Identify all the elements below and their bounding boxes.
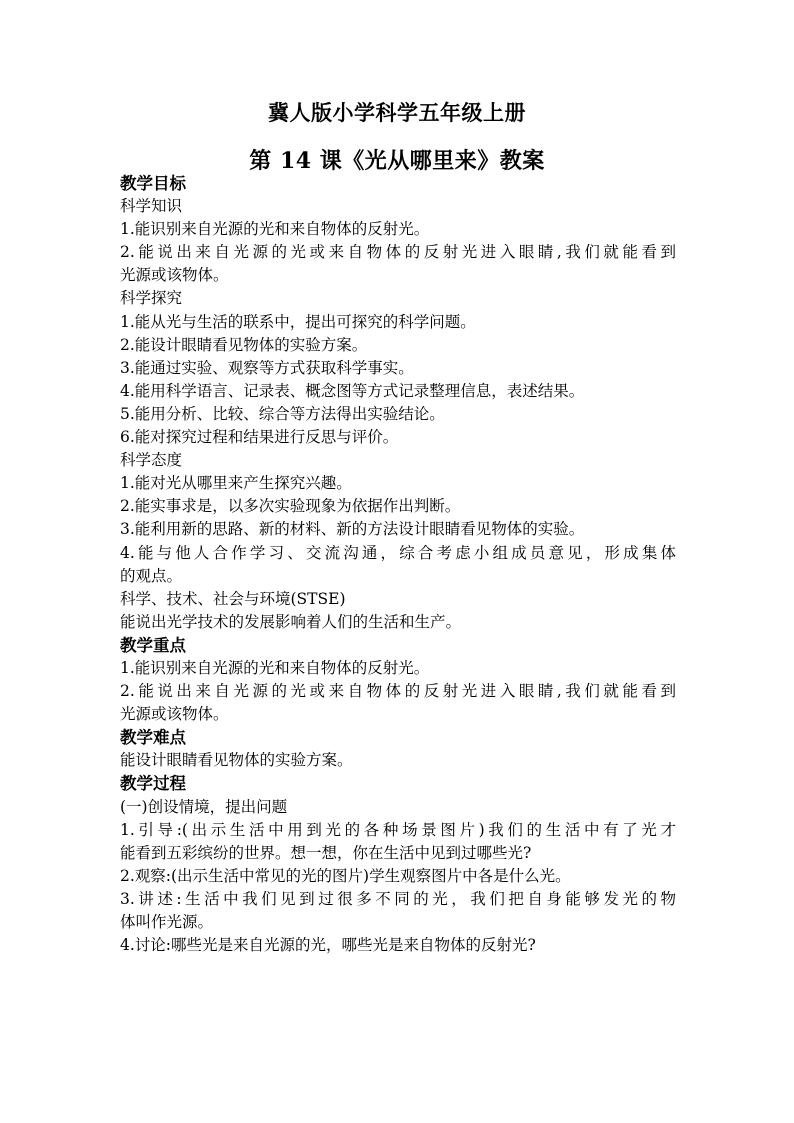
body-line: 2.能实事求是，以多次实验现象为依据作出判断。 (120, 497, 461, 516)
body-line: 光源或该物体。 (120, 705, 229, 724)
body-line (120, 241, 680, 264)
body-line-text: 2.能说出来自光源的光或来自物体的反射光进入眼睛,我们就能看到 (120, 243, 676, 262)
section-heading: 教学目标 (120, 174, 186, 193)
body-line: 科学探究 (120, 289, 183, 308)
body-line: 1.能识别来自光源的光和来自物体的反射光。 (120, 658, 430, 677)
body-line (120, 680, 680, 703)
body-line: 科学、技术、社会与环境(STSE) (120, 589, 346, 608)
body-line-text: 1.引导:(出示生活中用到光的各种场景图片)我们的生活中有了光才 (120, 820, 676, 839)
body-line-text: 3.讲述:生活中我们见到过很多不同的光，我们把自身能够发光的物 (120, 889, 676, 908)
body-line: 科学知识 (120, 197, 183, 216)
body-line: 5.能用分析、比较、综合等方法得出实验结论。 (120, 404, 445, 423)
body-line (120, 819, 680, 842)
body-line: 4.讨论:哪些光是来自光源的光，哪些光是来自物体的反射光? (120, 936, 536, 955)
body-line: (一)创设情境，提出问题 (120, 797, 288, 816)
document-title-series: 冀人版小学科学五年级上册 (268, 100, 526, 125)
body-line: 2.观察:(出示生活中常见的光的图片)学生观察图片中各是什么光。 (120, 866, 571, 885)
body-line: 科学态度 (120, 451, 183, 470)
body-line: 体叫作光源。 (120, 913, 214, 931)
body-line: 1.能从光与生活的联系中，提出可探究的科学问题。 (120, 312, 476, 331)
body-line: 能说出光学技术的发展影响着人们的生活和生产。 (120, 612, 462, 631)
body-line-text: 4.能与他人合作学习、交流沟通，综合考虑小组成员意见，形成集体 (120, 543, 676, 562)
body-line: 6.能对探究过程和结果进行反思与评价。 (120, 428, 399, 447)
body-line: 3.能利用新的思路、新的材料、新的方法设计眼睛看见物体的实验。 (120, 520, 585, 539)
section-heading: 教学过程 (120, 774, 186, 794)
section-heading: 教学重点 (120, 635, 186, 655)
body-line: 4.能用科学语言、记录表、概念图等方式记录整理信息，表述结果。 (120, 381, 585, 400)
document-body (120, 172, 680, 957)
body-line: 能看到五彩缤纷的世界。想一想，你在生活中见到过哪些光? (120, 843, 532, 862)
body-line (120, 888, 680, 911)
body-line: 光源或该物体。 (120, 266, 229, 285)
body-line: 1.能对光从哪里来产生探究兴趣。 (120, 474, 352, 493)
body-line: 2.能设计眼睛看见物体的实验方案。 (120, 335, 368, 354)
body-line: 3.能通过实验、观察等方式获取科学事实。 (120, 358, 414, 377)
document-title-lesson: 第 14 课《光从哪里来》教案 (249, 148, 545, 174)
section-heading: 教学难点 (120, 728, 186, 748)
body-line: 的观点。 (120, 566, 183, 585)
body-line (120, 542, 680, 565)
body-line-text: 2.能说出来自光源的光或来自物体的反射光进入眼睛,我们就能看到 (120, 682, 676, 701)
body-line: 1.能识别来自光源的光和来自物体的反射光。 (120, 220, 430, 239)
body-line: 能设计眼睛看见物体的实验方案。 (120, 751, 353, 770)
